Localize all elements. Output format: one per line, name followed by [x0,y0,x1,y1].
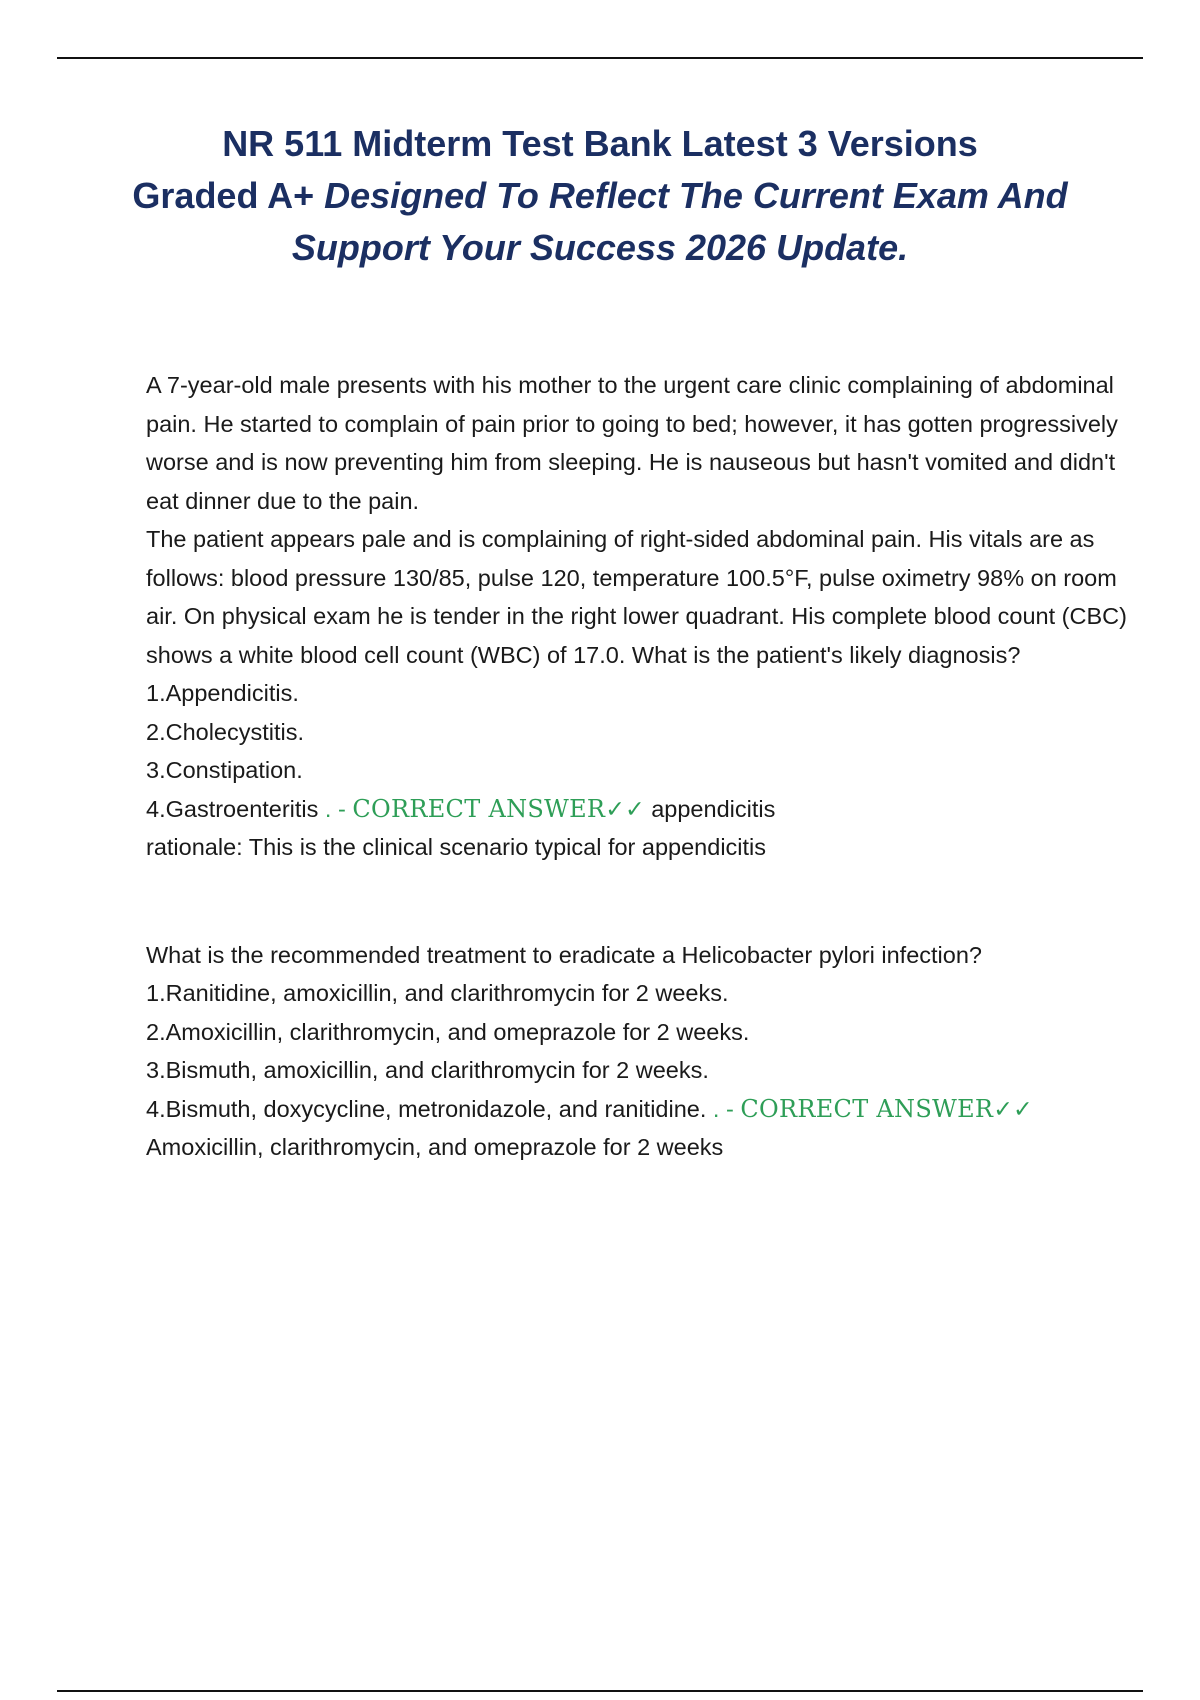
bottom-divider [57,1690,1143,1692]
question-2-answer-separator: . - [706,1095,741,1122]
question-1-check-icon: ✓✓ [605,795,645,822]
question-1 [146,366,1136,867]
question-2-option-1: 1.Ranitidine, amoxicillin, and clarithromycin for 2 weeks. [146,980,729,1006]
question-1-option-3: 3.Constipation. [146,757,303,783]
title-line-2-italic: Designed To Reflect The Current Exam And [324,175,1068,216]
question-1-option-4: 4.Gastroenteritis [146,795,319,822]
question-2-answer: Amoxicillin, clarithromycin, and omeprazole for 2 weeks [146,1134,724,1160]
question-2-option-4-with-answer [146,1090,1136,1167]
question-1-option-1: 1.Appendicitis. [146,680,299,706]
question-1-answer: appendicitis [644,795,776,822]
top-divider [57,57,1143,59]
question-1-rationale: rationale: This is the clinical scenario typical for appendicitis [146,834,767,860]
question-1-stem-paragraph-2: The patient appears pale and is complaining of right-sided abdominal pain. His vitals are as follows: blood pressure 130/85, pulse 120, temperature 100.5°F, pulse oximetry 98% on room air. On physical exam he is tender in the right lower quadrant. His complete blood count (CBC) shows a white blood cell count (WBC) of 17.0. What is the patient's likely diagnosis? [146,526,1127,668]
question-1-answer-separator: . - [318,795,353,822]
question-1-option-4-with-answer [146,790,1136,829]
question-1-option-2: 2.Cholecystitis. [146,718,305,745]
document-body [146,366,1136,1167]
question-1-stem-paragraph-1: A 7-year-old male presents with his mother to the urgent care clinic complaining of abdominal pain. He started to complain of pain prior to going to bed; however, it has gotten progressively worse and is now preventing him from sleeping. He is nauseous but hasn't vomited and didn't eat dinner due to the pain. [146,372,1118,514]
document-title [100,118,1100,274]
question-1-correct-answer-label: CORRECT ANSWER [352,794,606,823]
title-line-3-italic: Support Your Success 2026 Update. [291,227,909,268]
title-line-2-bold: Graded A+ [132,175,325,216]
question-2-option-4: 4.Bismuth, doxycycline, metronidazole, and ranitidine. [146,1095,707,1122]
question-2-stem: What is the recommended treatment to eradicate a Helicobacter pylori infection? [146,941,982,968]
title-line-1: NR 511 Midterm Test Bank Latest 3 Versions [222,123,978,164]
question-2 [146,936,1136,1167]
question-2-option-2: 2.Amoxicillin, clarithromycin, and omeprazole for 2 weeks. [146,1018,750,1045]
question-2-correct-answer-label: CORRECT ANSWER [740,1094,994,1123]
question-2-option-3: 3.Bismuth, amoxicillin, and clarithromycin for 2 weeks. [146,1057,709,1083]
question-2-check-icon: ✓✓ [993,1095,1033,1122]
